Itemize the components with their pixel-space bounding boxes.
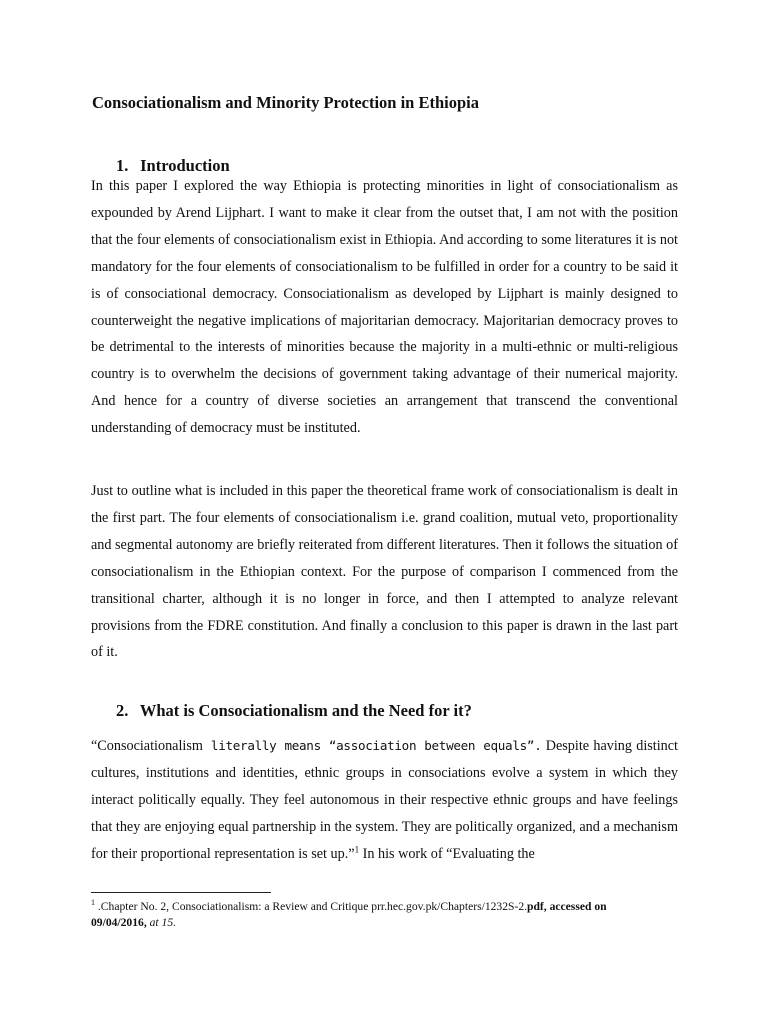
footnote-italic-text: at 15. — [146, 915, 177, 929]
footnote — [91, 899, 651, 930]
section2-paragraph — [91, 733, 678, 868]
footnote-reference[interactable]: 1 — [354, 843, 360, 854]
section-heading-what-is-consociationalism — [116, 700, 472, 722]
document-title: Consociationalism and Minority Protection in Ethiopia — [92, 93, 480, 112]
after-reference-text: In his work of “Evaluating the — [359, 845, 535, 862]
section-heading-text: Introduction — [140, 156, 230, 175]
section-heading-text: What is Consociationalism and the Need for it? — [139, 701, 472, 720]
footnote-divider — [91, 892, 271, 893]
footnote-bold-text: pdf, accessed on 09/04/2016, — [91, 900, 607, 929]
intro-paragraph-2: Just to outline what is included in this paper the theoretical frame work of consociationalism is dealt in the first part. The four elements of consociationalism i.e. grand coalition, mutual veto, proportionality and segmental autonomy are briefly reiterated from different literatures. Then it follows the situation of consociationalism in the Ethiopian context. For the purpose of comparison I commenced from the transitional charter, although it is no longer in force, and then I attempted to analyze relevant provisions from the FDRE constitution. And finally a conclusion to this paper is drawn in the last part of it. — [91, 483, 678, 661]
section-number: 2. — [116, 701, 129, 720]
footnote-text: .Chapter No. 2, Consociationalism: a Review and Critique prr.hec.gov.pk/Chapters/1232S-2. — [95, 900, 528, 913]
intro-paragraph-1: In this paper I explored the way Ethiopia is protecting minorities in light of consociationalism as expounded by Arend Lijphart. I want to make it clear from the outset that, I am not with the position that the four elements of consociationalism exist in Ethiopia. And according to some literatures it is not mandatory for the four elements of consociationalism to be fulfilled in order for a country to be said it is of consociational democracy. Consociationalism as developed by Lijphart is mainly designed to counterweight the negative implications of majoritarian democracy. Majoritarian democracy proves to be detrimental to the interests of minorities because the majority in a multi-ethnic or multi-religious country is to overwhelm the decisions of government taking advantage of their numerical majority. And hence for a country of diverse societies an arrangement that transcend the conventional understanding of democracy must be instituted. — [91, 178, 678, 437]
section-number: 1. — [116, 156, 129, 175]
footnote-mark: 1 — [91, 898, 95, 908]
quote-rest-text: Despite having distinct cultures, institutions and identities, ethnic groups in consociations evolve a system in which they interact politically equally. They feel autonomous in their respective ethnic groups and have feelings that they are enjoying equal partnership in the system. They are politically organized, and a mechanism for their proportional representation is set up.” — [91, 738, 678, 862]
quote-monospace-text: literally means “association between equals”. — [202, 738, 542, 753]
quote-start-text: “Consociationalism — [91, 738, 203, 754]
